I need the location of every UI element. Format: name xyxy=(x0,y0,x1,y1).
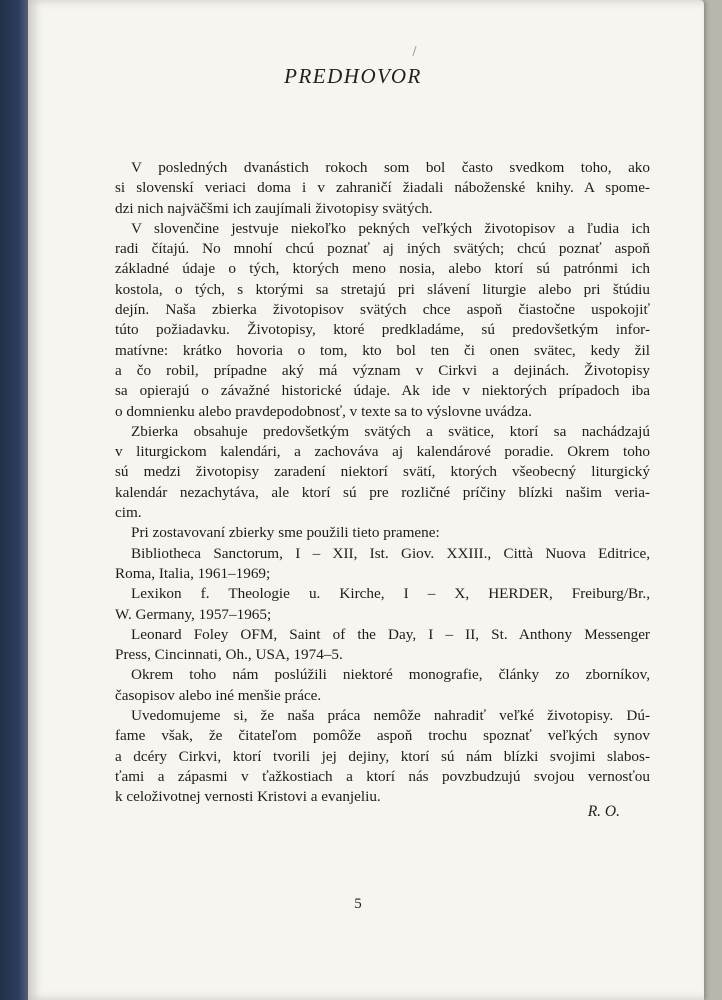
paragraph xyxy=(115,706,650,807)
text-line: fame však, že čitateľom pomôže aspoň trochu spoznať veľkých synov xyxy=(115,727,650,745)
preface-body xyxy=(115,158,650,808)
text-line: Lexikon f. Theologie u. Kirche, I – X, HERDER, Freiburg/Br., xyxy=(131,585,650,603)
text-line: Okrem toho nám poslúžili niektoré monografie, články zo zborníkov, xyxy=(131,666,650,684)
paragraph xyxy=(115,422,650,523)
text-line: Pri zostavovaní zbierky sme použili tieto pramene: xyxy=(131,524,440,542)
text-line: v liturgickom kalendári, a zachováva aj kalendárové poradie. Okrem toho xyxy=(115,443,650,461)
text-line: V posledných dvanástich rokoch som bol často svedkom toho, ako xyxy=(131,159,650,176)
text-line: k celoživotnej vernosti Kristovi a evanjeliu. xyxy=(115,788,381,806)
text-line: Leonard Foley OFM, Saint of the Day, I – II, St. Anthony Messenger xyxy=(131,625,650,643)
text-line: dzi nich najväčšmi ich zaujímali životopisy svätých. xyxy=(115,199,433,217)
text-line: sa opierajú o závažné historické údaje. Ak ide v niektorých prípadoch iba xyxy=(115,382,650,400)
text-line: Zbierka obsahuje predovšetkým svätých a svätice, ktorí sa nachádzajú xyxy=(131,422,650,440)
text-line: kalendár nezachytáva, ale ktorí sú pre rozličné príčiny blízki našim veria- xyxy=(115,483,650,501)
text-line: si slovenskí veriaci doma i v zahraničí žiadali náboženské knihy. A spome- xyxy=(115,179,650,197)
text-line: radi čítajú. No mnohí chcú poznať aj iných svätých; chcú poznať aspoň xyxy=(115,240,650,258)
text-line: a dcéry Cirkvi, ktorí tvorili jej dejiny, ktorí sú nám blízki svojimi slabos- xyxy=(115,747,650,765)
text-line: W. Germany, 1957–1965; xyxy=(115,605,272,623)
paragraph xyxy=(115,523,650,543)
text-line: o domnienku alebo pravdepodobnosť, v texte sa to výslovne uvádza. xyxy=(115,402,532,420)
text-line: dejín. Naša zbierka životopisov svätých chce aspoň čiastočne uspokojiť xyxy=(115,301,650,319)
text-line: a čo robil, prípadne aký má význam v Cirkvi a dejinách. Životopisy xyxy=(115,361,650,379)
text-line: ťami a zápasmi v ťažkostiach a ktorí nás povzbudzujú svojou vernosťou xyxy=(115,767,650,785)
text-line: Bibliotheca Sanctorum, I – XII, Ist. Giov. XXIII., Città Nuova Editrice, xyxy=(131,544,650,562)
pencil-mark xyxy=(412,46,416,56)
page-number: 5 xyxy=(354,896,362,912)
text-line: cim. xyxy=(115,504,142,522)
text-line: sú medzi životopisy zaradení niektorí svätí, ktorých všeobecný liturgický xyxy=(115,463,650,481)
text-line: Uvedomujeme si, že naša práca nemôže nahradiť veľké životopisy. Dú- xyxy=(131,707,650,725)
paragraph xyxy=(115,219,650,422)
text-line: základné údaje o tých, ktorých meno nosia, alebo ktorí sú patrónmi ich xyxy=(115,260,650,278)
text-line: Roma, Italia, 1961–1969; xyxy=(115,564,271,582)
paragraph xyxy=(115,665,650,706)
paragraph xyxy=(115,584,650,625)
text-line: časopisov alebo iné menšie práce. xyxy=(115,686,322,704)
text-line: V slovenčine jestvuje niekoľko pekných veľkých životopisov a ľudia ich xyxy=(131,219,650,237)
paragraph xyxy=(115,158,650,219)
paragraph xyxy=(115,544,650,585)
paragraph xyxy=(115,625,650,666)
text-line: túto požiadavku. Životopisy, ktoré predkladáme, sú predovšetkým infor- xyxy=(115,321,650,339)
page-title: PREDHOVOR xyxy=(284,64,422,88)
text-line: kostola, o tých, s ktorými sa stretajú pri slávení liturgie alebo pri štúdiu xyxy=(115,280,650,298)
text-line: Press, Cincinnati, Oh., USA, 1974–5. xyxy=(115,646,343,664)
author-signature: R. O. xyxy=(587,803,620,820)
book-page xyxy=(28,0,704,1000)
text-line: matívne: krátko hovoria o tom, kto bol ten či onen svätec, kedy žil xyxy=(115,341,650,359)
